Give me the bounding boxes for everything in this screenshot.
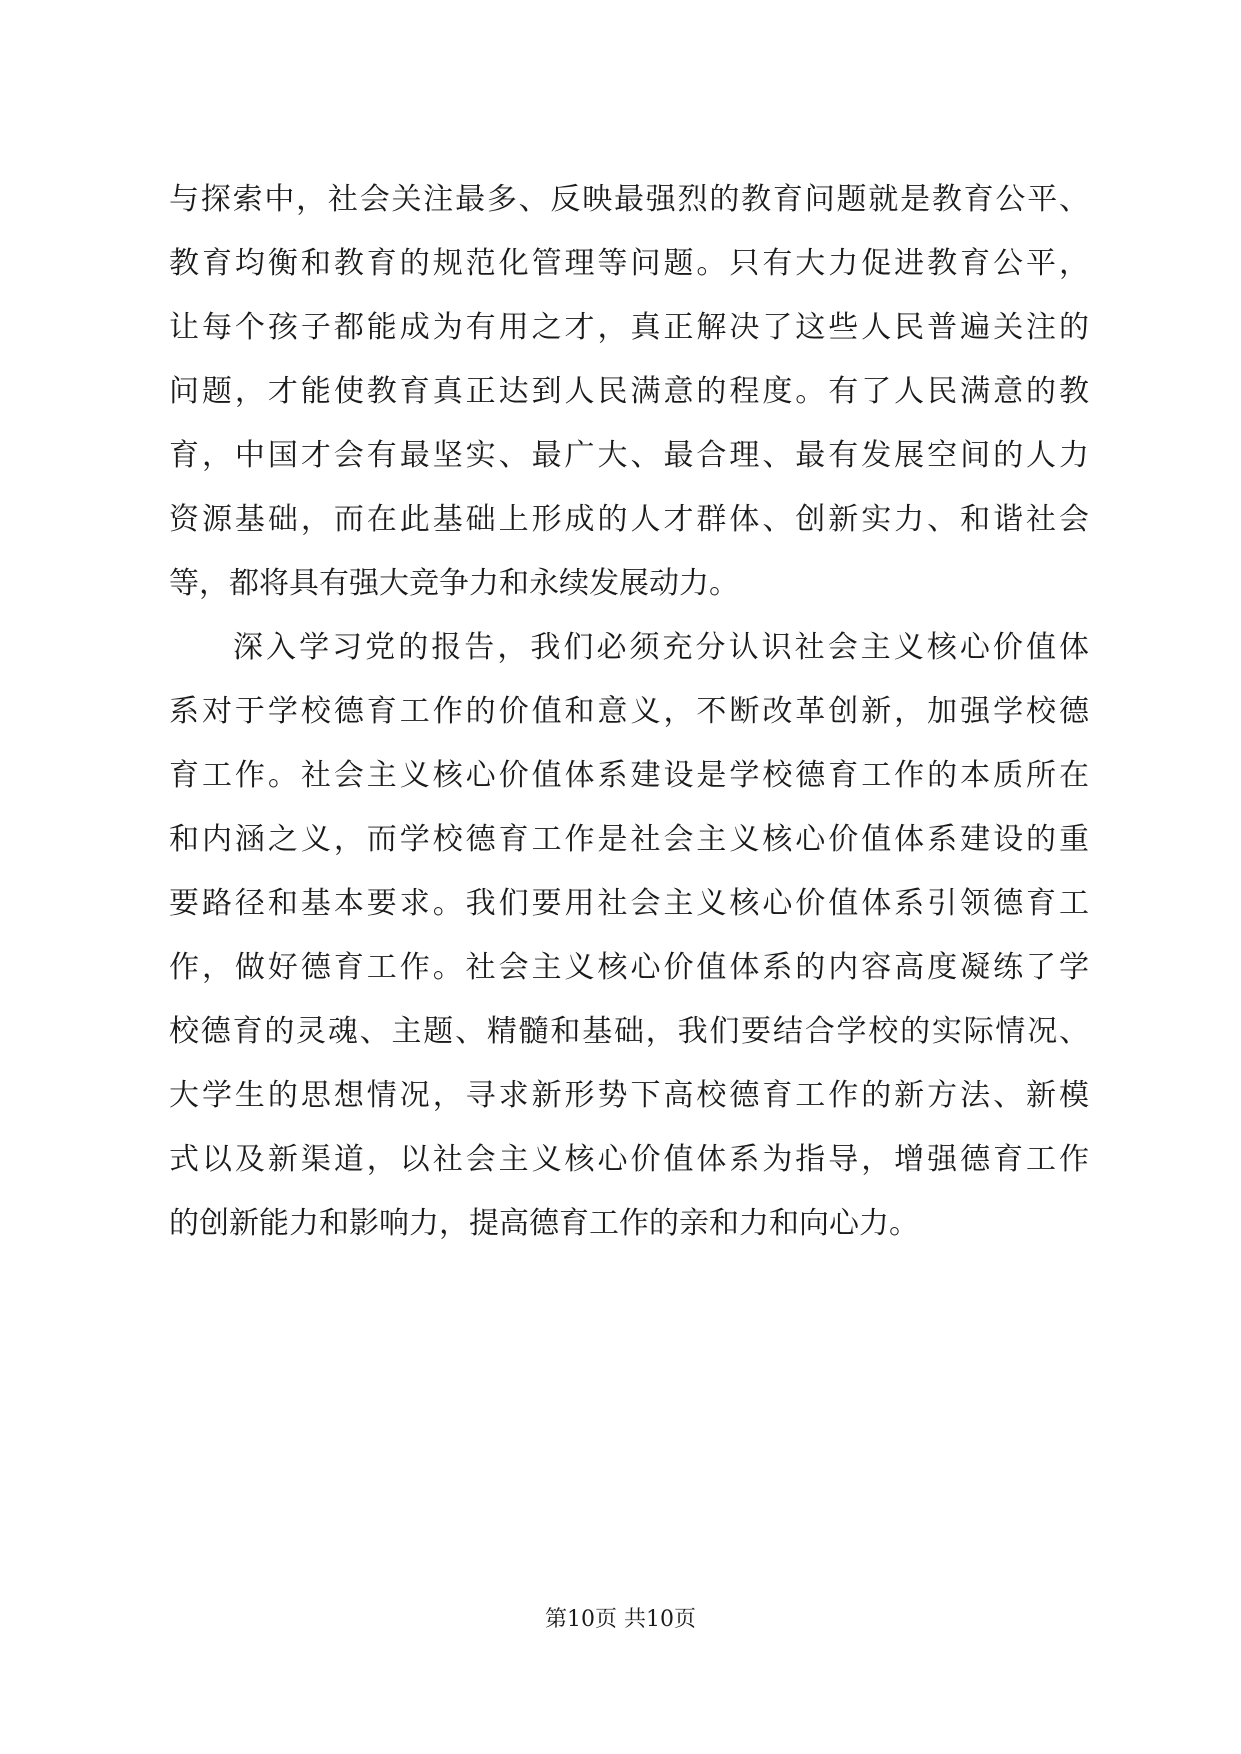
paragraph-1-line-2: 教育均衡和教育的规范化管理等问题。只有大力促进教育公平，	[169, 246, 1089, 281]
paragraph-1-line-6: 资源基础，而在此基础上形成的人才群体、创新实力、和谐社会	[169, 502, 1089, 537]
page-footer	[0, 1605, 1241, 1635]
paragraph-2-line-8: 大学生的思想情况，寻求新形势下高校德育工作的新方法、新模	[169, 1078, 1089, 1113]
page-number: 第10页 共10页	[545, 1607, 696, 1632]
paragraph-2-line-2: 系对于学校德育工作的价值和意义，不断改革创新，加强学校德	[169, 694, 1089, 729]
paragraph-1-line-7: 等，都将具有强大竞争力和永续发展动力。	[169, 566, 739, 601]
paragraph-1-line-1: 与探索中，社会关注最多、反映最强烈的教育问题就是教育公平、	[169, 182, 1089, 217]
paragraph-2-line-1: 深入学习党的报告，我们必须充分认识社会主义核心价值体	[233, 630, 1089, 665]
paragraph-2-line-4: 和内涵之义，而学校德育工作是社会主义核心价值体系建设的重	[169, 822, 1089, 857]
paragraph-1-line-4: 问题，才能使教育真正达到人民满意的程度。有了人民满意的教	[169, 374, 1089, 409]
paragraph-2-line-9: 式以及新渠道，以社会主义核心价值体系为指导，增强德育工作	[169, 1142, 1089, 1177]
paragraph-2-line-5: 要路径和基本要求。我们要用社会主义核心价值体系引领德育工	[169, 886, 1089, 921]
paragraph-1-line-5: 育，中国才会有最坚实、最广大、最合理、最有发展空间的人力	[169, 438, 1089, 473]
paragraph-2-line-6: 作，做好德育工作。社会主义核心价值体系的内容高度凝练了学	[169, 950, 1089, 985]
paragraph-1-line-3: 让每个孩子都能成为有用之才，真正解决了这些人民普遍关注的	[169, 310, 1089, 345]
paragraph-2-line-3: 育工作。社会主义核心价值体系建设是学校德育工作的本质所在	[169, 758, 1089, 793]
document-body	[169, 168, 1089, 1256]
paragraph-2-line-10: 的创新能力和影响力，提高德育工作的亲和力和向心力。	[169, 1206, 919, 1241]
paragraph-2-line-7: 校德育的灵魂、主题、精髓和基础，我们要结合学校的实际情况、	[169, 1014, 1089, 1049]
